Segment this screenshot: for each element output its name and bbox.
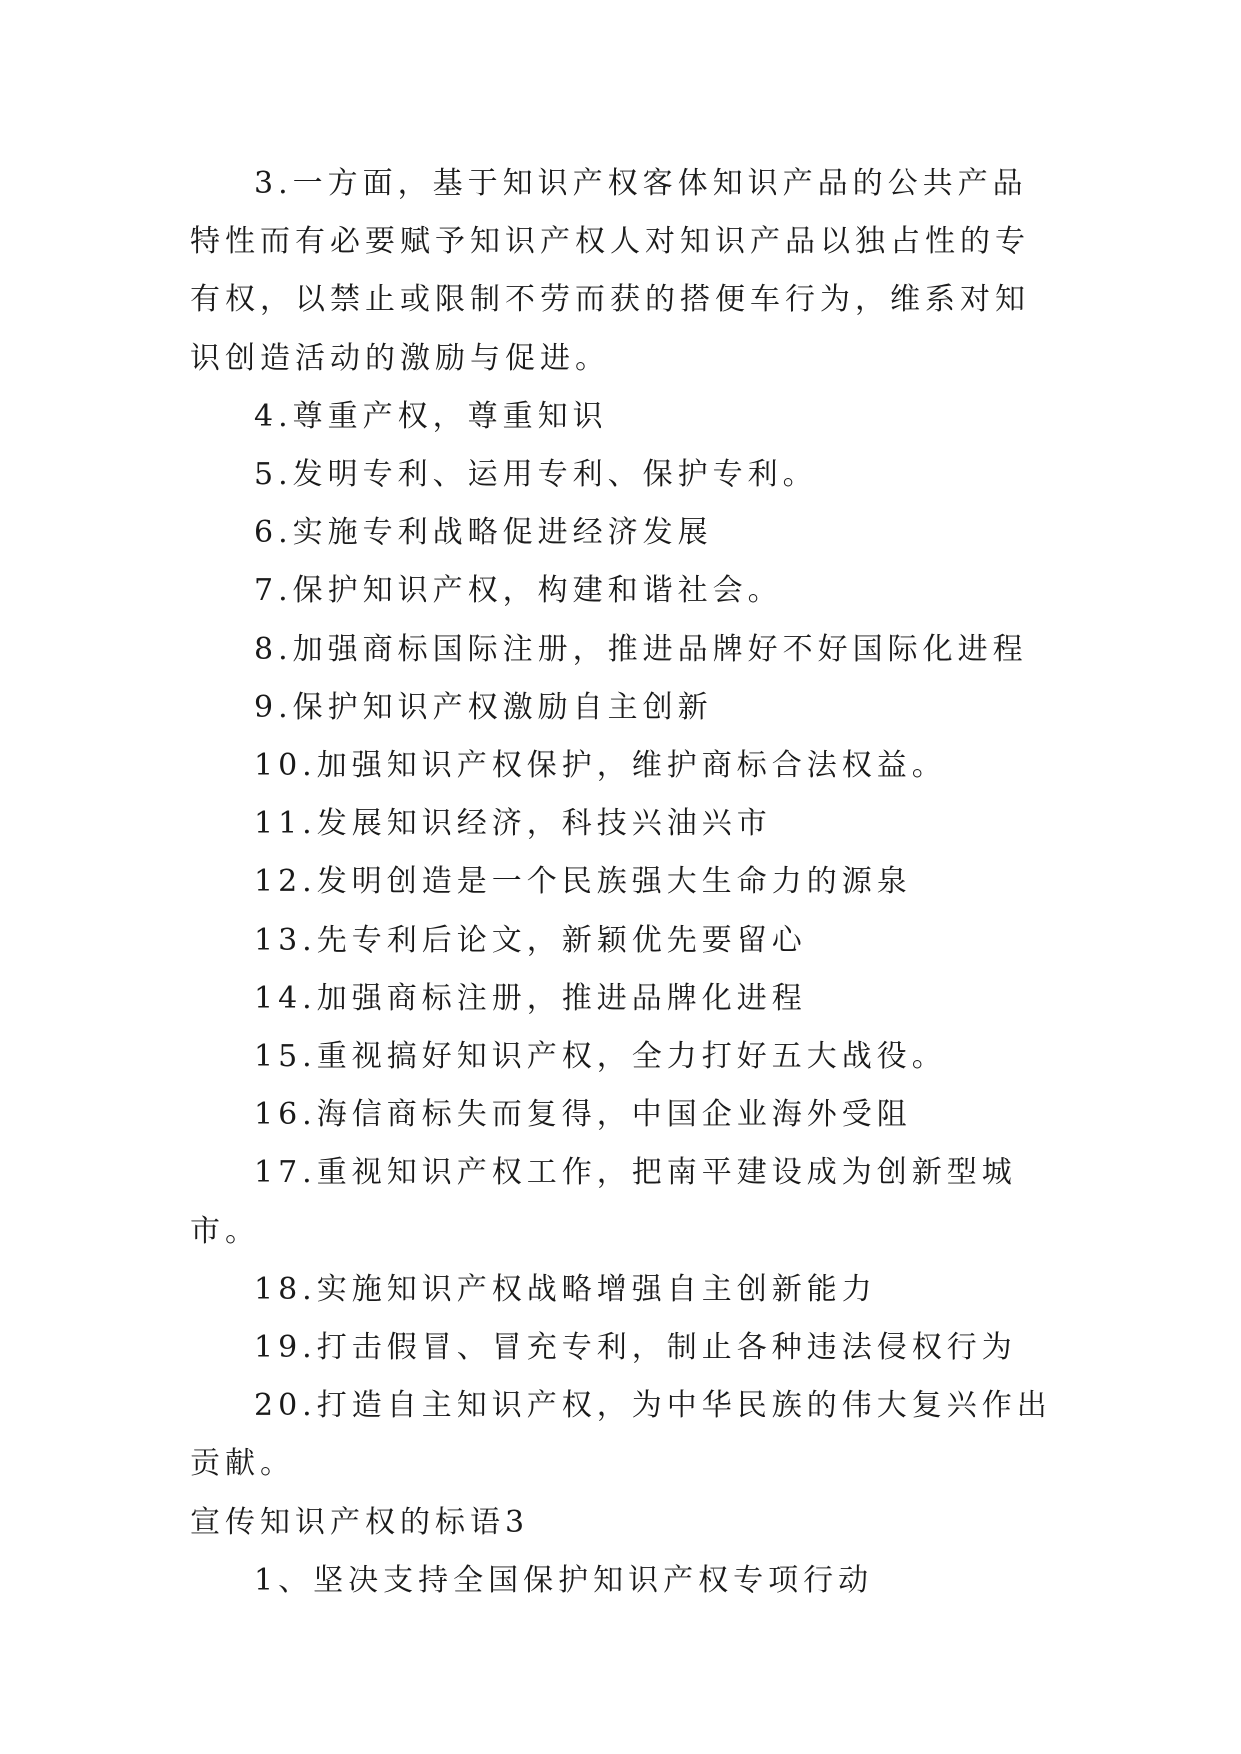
paragraph-12: 12.发明创造是一个民族强大生命力的源泉 <box>254 864 912 900</box>
paragraph-6: 6.实施专利战略促进经济发展 <box>254 515 713 551</box>
paragraph-17: 17.重视知识产权工作，把南平建设成为创新型城市。 <box>190 1155 1017 1249</box>
paragraph-8: 8.加强商标国际注册，推进品牌好不好国际化进程 <box>254 631 1028 667</box>
paragraph-4: 4.尊重产权，尊重知识 <box>254 398 608 434</box>
paragraph-20: 20.打造自主知识产权，为中华民族的伟大复兴作出贡献。 <box>190 1388 1052 1482</box>
paragraph-5: 5.发明专利、运用专利、保护专利。 <box>254 457 818 493</box>
paragraph-16: 16.海信商标失而复得，中国企业海外受阻 <box>254 1097 912 1133</box>
paragraph-10: 10.加强知识产权保护，维护商标合法权益。 <box>254 748 947 784</box>
section-heading: 宣传知识产权的标语3 <box>190 1504 530 1540</box>
paragraph-19: 19.打击假冒、冒充专利，制止各种违法侵权行为 <box>254 1330 1017 1366</box>
paragraph-7: 7.保护知识产权，构建和谐社会。 <box>254 573 783 609</box>
paragraph-1: 1、坚决支持全国保护知识产权专项行动 <box>254 1562 874 1598</box>
paragraph-3: 3.一方面，基于知识产权客体知识产品的公共产品特性而有必要赋予知识产权人对知识产品以独占性的专有权，以禁止或限制不劳而获的搭便车行为，维系对知识创造活动的激励与促进。 <box>190 166 1030 376</box>
paragraph-11: 11.发展知识经济，科技兴油兴市 <box>254 806 772 842</box>
paragraph-15: 15.重视搞好知识产权，全力打好五大战役。 <box>254 1039 947 1075</box>
paragraph-9: 9.保护知识产权激励自主创新 <box>254 689 713 725</box>
document-body <box>190 155 1060 1610</box>
paragraph-18: 18.实施知识产权战略增强自主创新能力 <box>254 1271 877 1307</box>
paragraph-13: 13.先专利后论文，新颖优先要留心 <box>254 922 807 958</box>
paragraph-14: 14.加强商标注册，推进品牌化进程 <box>254 980 807 1016</box>
